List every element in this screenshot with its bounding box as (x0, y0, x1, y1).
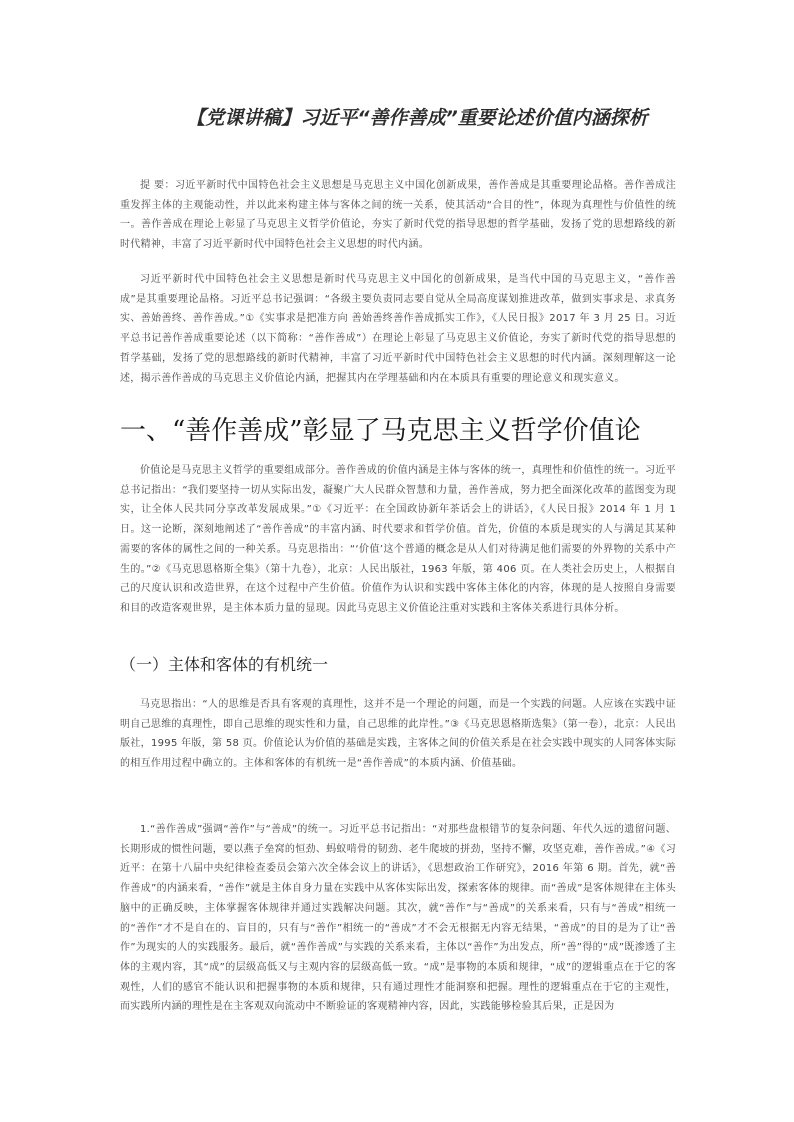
abstract-paragraph: 提 要：习近平新时代中国特色社会主义思想是马克思主义中国化创新成果，善作善成是其重要理论品格。善作善成注重发挥主体的主观能动性，并以此来构建主体与客体之间的统一关系，使其活动“合目的性”，体现为真理性与价值性的统一。善作善成在理论上彰显了马克思主义哲学价值论，夯实了新时代党的指导思想的哲学基础，发扬了党的思想路线的新时代精神，丰富了习近平新时代中国特色社会主义思想的时代内涵。 (120, 180, 676, 251)
section-heading-1: 一、“善作善成”彰显了马克思主义哲学价值论 (120, 416, 641, 446)
document-title: 【党课讲稿】习近平“善作善成”重要论述价值内涵探析 (186, 107, 648, 129)
intro-paragraph: 习近平新时代中国特色社会主义思想是新时代马克思主义中国化的创新成果，是当代中国的马克思主义，“善作善成”是其重要理论品格。习近平总书记强调：“各级主要负责同志要自觉从全局高度谋划推进改革，做到实事求是、求真务实、善始善终、善作善成。”①《实事求是把准方向 善始善终善作善成抓实工作》，《人民日报》2017 年 3 月 25 日。习近平总书记善作善成重要论述（以下简称：“善作善成”）在理论上彰显了马克思主义价值论，夯实了新时代党的指导思想的哲学基础，发扬了党的思想路线的新时代精神，丰富了习近平新时代中国特色社会主义思想的时代内涵。深刻理解这一论述，揭示善作善成的马克思主义价值论内涵，把握其内在学理基础和内在本质具有重要的理论意义和现实意义。 (120, 274, 676, 384)
section-1-paragraph: 价值论是马克思主义哲学的重要组成部分。善作善成的价值内涵是主体与客体的统一，真理性和价值性的统一。习近平总书记指出：“我们要坚持一切从实际出发，凝聚广大人民群众智慧和力量，善作善成，努力把全面深化改革的蓝图变为现实，让全体人民共同分享改革发展成果。”①《习近平：在全国政协新年茶话会上的讲话》，《人民日报》2014 年 1 月 1 日。这一论断，深刻地阐述了“善作善成”的丰富内涵、时代要求和哲学价值。首先，价值的本质是现实的人与满足其某种需要的客体的属性之间的一种关系。马克思指出：“‘价值’这个普通的概念是从人们对待满足他们需要的外界物的关系中产生的。”②《马克思恩格斯全集》（第十九卷），北京：人民出版社，1963 年版，第 406 页。在人类社会历史上，人根据自己的尺度认识和改造世界，在这个过程中产生价值。价值作为认识和实践中客体主体化的内容，体现的是人按照自身需要和目的改造客观世界，是主体本质力量的显现。因此马克思主义价值论注重对实践和主客体关系进行具体分析。 (120, 465, 676, 614)
subsection-heading-1: （一）主体和客体的有机统一 (120, 655, 329, 674)
point-1-paragraph: 1.“善作善成”强调“善作”与“善成”的统一。习近平总书记指出：“对那些盘根错节的复杂问题、年代久远的遗留问题、长期形成的惯性问题，要以燕子垒窝的恒劲、蚂蚁啃骨的韧劲、老牛爬坡的拼劲，坚持不懈，攻坚克难，善作善成。”④《习近平：在第十八届中央纪律检查委员会第六次全体会议上的讲话》，《思想政治工作研究》，2016 年第 6 期。首先，就“善作善成”的内涵来看，“善作”就是主体自身力量在实践中从客体实际出发，探索客体的规律。而“善成”是客体规律在主体头脑中的正确反映，主体掌握客体规律并通过实践解决问题。其次，就“善作”与“善成”的关系来看，只有与“善成”相统一的“善作”才不是自在的、盲目的，只有与“善作”相统一的“善成”才不会无根据无内容无结果，“善成”的目的是为了让“善作”为现实的人的实践服务。最后，就“善作善成”与实践的关系来看，主体以“善作”为出发点，所“善”得的“成”既渗透了主体的主观内容，其“成”的层级高低又与主观内容的层级高低一致。“成”是事物的本质和规律，“成”的逻辑重点在于它的客观性，人们的感官不能认识和把握事物的本质和规律，只有通过理性才能洞察和把握。理性的逻辑重点在于它的主观性，而实践所内涵的理性是在主客观双向流动中不断验证的客观精神内容，因此，实践能够检验其后果，正是因为 (120, 824, 676, 1013)
subsection-1-paragraph: 马克思指出：“人的思维是否具有客观的真理性，这并不是一个理论的问题，而是一个实践的问题。人应该在实践中证明自己思维的真理性，即自己思维的现实性和力量，自己思维的此岸性。”③《马克思恩格斯选集》（第一卷），北京：人民出版社，1995 年版，第 58 页。价值论认为价值的基础是实践，主客体之间的价值关系是在社会实践中现实的人同客体实际的相互作用过程中确立的。主体和客体的有机统一是“善作善成”的本质内涵、价值基础。 (120, 699, 676, 770)
